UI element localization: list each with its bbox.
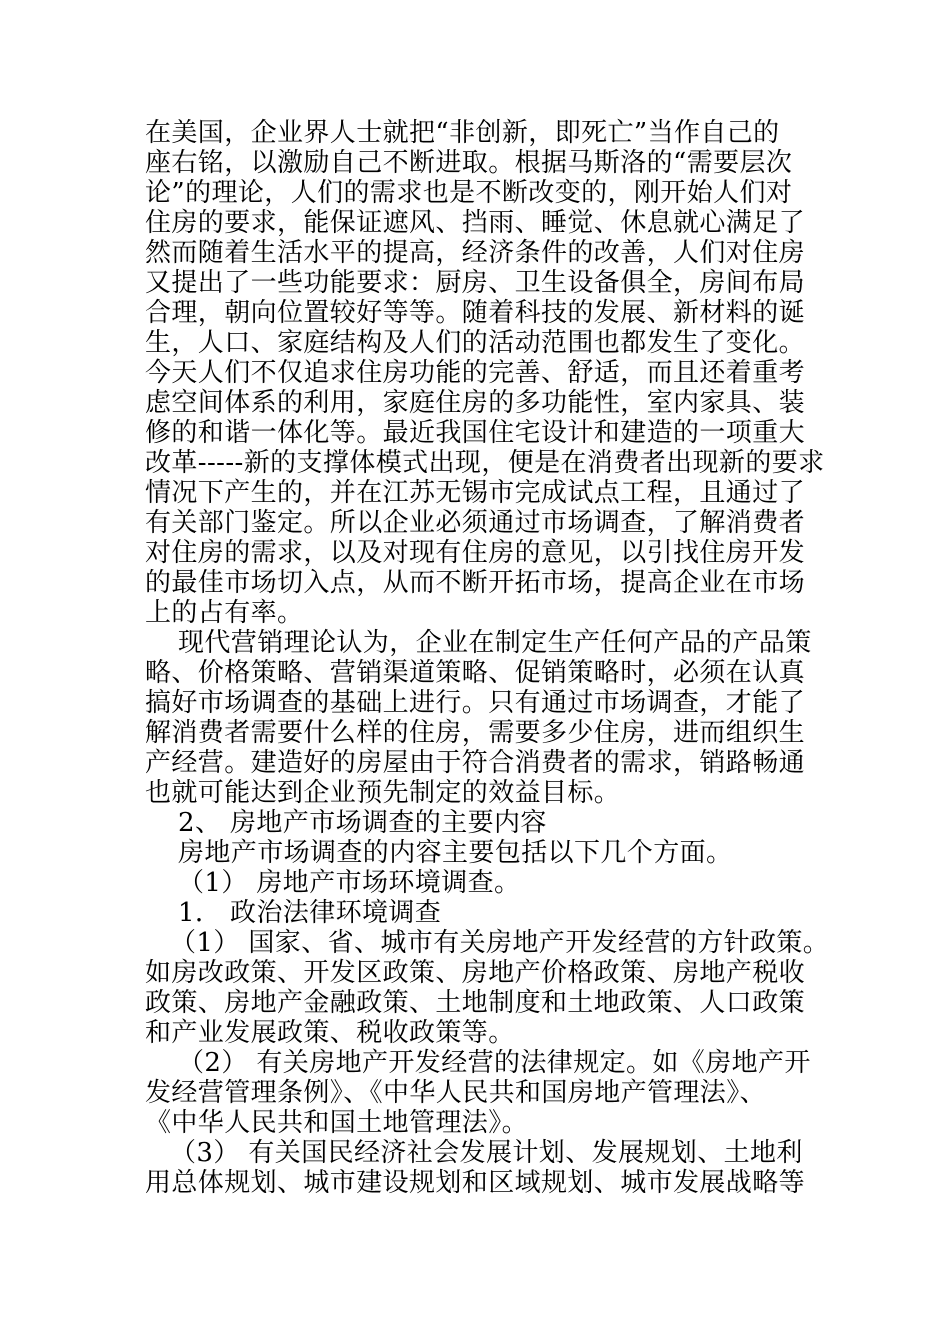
text-line-12: 改革-----新的支撑体模式出现，便是在消费者出现新的要求 bbox=[145, 448, 825, 478]
text-line-10: 虑空间体系的利用，家庭住房的多功能性，室内家具、装 bbox=[145, 388, 806, 418]
text-line-30: 政策、房地产金融政策、土地制度和土地政策、人口政策 bbox=[145, 988, 806, 1018]
text-line-13: 情况下产生的，并在江苏无锡市完成试点工程，且通过了 bbox=[145, 478, 806, 508]
text-line-20: 搞好市场调查的基础上进行。只有通过市场调查，才能了 bbox=[145, 688, 806, 718]
text-line-19: 略、价格策略、营销渠道策略、促销策略时，必须在认真 bbox=[145, 658, 806, 688]
text-line-4: 住房的要求，能保证遮风、挡雨、睡觉、休息就心满足了 bbox=[145, 208, 806, 238]
text-line-31: 和产业发展政策、税收政策等。 bbox=[145, 1018, 515, 1048]
text-line-17: 上的占有率。 bbox=[145, 598, 304, 628]
subsection-heading-1: （1） 房地产市场环境调查。 bbox=[178, 868, 521, 898]
text-line-14: 有关部门鉴定。所以企业必须通过市场调查，了解消费者 bbox=[145, 508, 806, 538]
text-line-34: 《中华人民共和国土地管理法》。 bbox=[145, 1108, 529, 1138]
text-line-16: 的最佳市场切入点，从而不断开拓市场，提高企业在市场 bbox=[145, 568, 806, 598]
text-line-25: 房地产市场调查的内容主要包括以下几个方面。 bbox=[178, 838, 733, 868]
subsection-heading-political: 1． 政治法律环境调查 bbox=[178, 898, 442, 928]
text-line-35: （3） 有关国民经济社会发展计划、发展规划、土地利 bbox=[170, 1138, 803, 1168]
text-line-22: 产经营。建造好的房屋由于符合消费者的需求，销路畅通 bbox=[145, 748, 806, 778]
text-line-5: 然而随着生活水平的提高，经济条件的改善，人们对住房 bbox=[145, 238, 806, 268]
text-line-3: 论”的理论，人们的需求也是不断改变的，刚开始人们对 bbox=[145, 178, 793, 208]
text-line-33: 发经营管理条例》、《中华人民共和国房地产管理法》、 bbox=[145, 1078, 767, 1108]
text-line-7: 合理，朝向位置较好等等。随着科技的发展、新材料的诞 bbox=[145, 298, 806, 328]
text-line-2: 座右铭，以激励自己不断进取。根据马斯洛的“需要层次 bbox=[145, 148, 793, 178]
text-line-18: 现代营销理论认为，企业在制定生产任何产品的产品策 bbox=[178, 628, 812, 658]
text-line-15: 对住房的需求，以及对现有住房的意见，以引找住房开发 bbox=[145, 538, 806, 568]
text-line-9: 今天人们不仅追求住房功能的完善、舒适，而且还着重考 bbox=[145, 358, 806, 388]
text-line-36: 用总体规划、城市建设规划和区域规划、城市发展战略等 bbox=[145, 1168, 806, 1198]
text-line-32: （2） 有关房地产开发经营的法律规定。如《房地产开 bbox=[178, 1048, 811, 1078]
text-line-1: 在美国，企业界人士就把“非创新，即死亡”当作自己的 bbox=[145, 118, 780, 148]
text-line-29: 如房改政策、开发区政策、房地产价格政策、房地产税收 bbox=[145, 958, 806, 988]
text-line-21: 解消费者需要什么样的住房，需要多少住房，进而组织生 bbox=[145, 718, 806, 748]
text-line-28: （1） 国家、省、城市有关房地产开发经营的方针政策。 bbox=[170, 928, 830, 958]
text-line-23: 也就可能达到企业预先制定的效益目标。 bbox=[145, 778, 621, 808]
section-heading-2: 2、 房地产市场调查的主要内容 bbox=[178, 808, 547, 838]
text-line-11: 修的和谐一体化等。最近我国住宅设计和建造的一项重大 bbox=[145, 418, 806, 448]
text-line-8: 生，人口、家庭结构及人们的活动范围也都发生了变化。 bbox=[145, 328, 806, 358]
text-line-6: 又提出了一些功能要求：厨房、卫生设备俱全，房间布局 bbox=[145, 268, 806, 298]
